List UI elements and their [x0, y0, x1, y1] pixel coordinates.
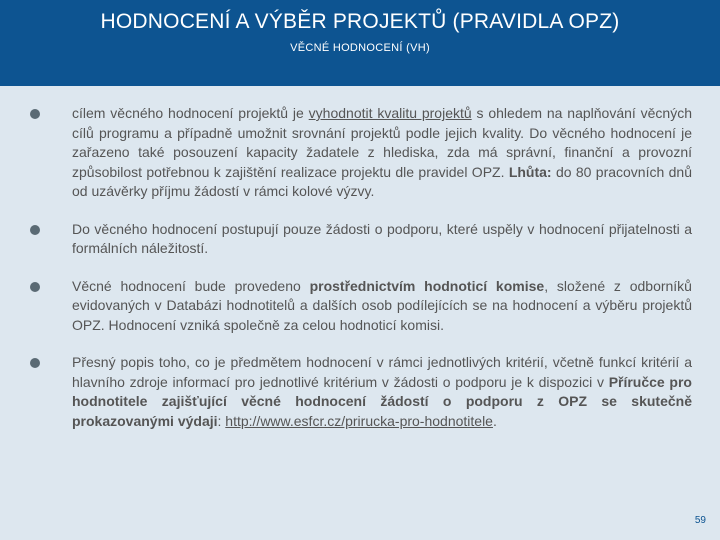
slide-subtitle: VĚCNÉ HODNOCENÍ (VH)	[290, 42, 430, 54]
bullet-text: Přesný popis toho, co je předmětem hodnocení v rámci jednotlivých kritérií, včetně funkcí kritérií a hlavního zdroje informací pro jednotlivé kritérium v žádosti o podporu je k dispozici v Příručce pro hodnotitele zajišťující věcné hodnocení žádostí o podporu z OPZ se skutečně prokazovanými výdaji: http://www.esfcr.cz/prirucka-pro-hodnotitele.	[72, 354, 692, 429]
slide-title: HODNOCENÍ A VÝBĚR PROJEKTŮ (PRAVIDLA OPZ)	[100, 10, 620, 33]
bullet-item	[30, 104, 692, 202]
bullet-list	[30, 104, 692, 449]
bullet-dot-icon	[30, 109, 40, 119]
bullet-text: Věcné hodnocení bude provedeno prostřednictvím hodnoticí komise, složené z odborníků evidovaných v Databázi hodnotitelů a dalších osob podílejících se na hodnocení a výběru projektů OPZ. Hodnocení vzniká společně za celou hodnoticí komisi.	[72, 277, 692, 333]
emphasis-phrase: Příručce pro hodnotitele zajišťující věcné hodnocení žádostí o podporu z OPZ se skutečně prokazovanými výdaji	[72, 373, 692, 429]
slide-number: 59	[694, 515, 706, 526]
bullet-text: cílem věcného hodnocení projektů je vyhodnotit kvalitu projektů s ohledem na naplňování věcných cílů programu a případně umožnit srovnání projektů podle jejich kvality. Do věcného hodnocení je zařazeno také posouzení kapacity žadatele z hlediska, zda má správní, finanční a provozní způsobilost potřebnou k zajištění realizace projektu dle pravidel OPZ. Lhůta: do 80 pracovních dnů od uzávěrky příjmu žádostí v rámci kolové výzvy.	[72, 105, 692, 199]
emphasis-phrase: prostřednictvím hodnoticí komise	[309, 277, 545, 294]
bullet-item	[30, 277, 692, 336]
bullet-item	[30, 353, 692, 431]
bullet-text: Do věcného hodnocení postupují pouze žádosti o podporu, které uspěly v hodnocení přijatelnosti a formálních náležitostí.	[72, 220, 692, 256]
bullet-item	[30, 220, 692, 259]
underlined-phrase: vyhodnotit kvalitu projektů	[308, 105, 472, 121]
manual-link[interactable]: http://www.esfcr.cz/prirucka-pro-hodnotitele	[225, 412, 493, 429]
bullet-dot-icon	[30, 282, 40, 292]
slide-header	[0, 0, 720, 86]
deadline-label: Lhůta:	[508, 163, 552, 180]
bullet-dot-icon	[30, 358, 40, 368]
bullet-dot-icon	[30, 225, 40, 235]
